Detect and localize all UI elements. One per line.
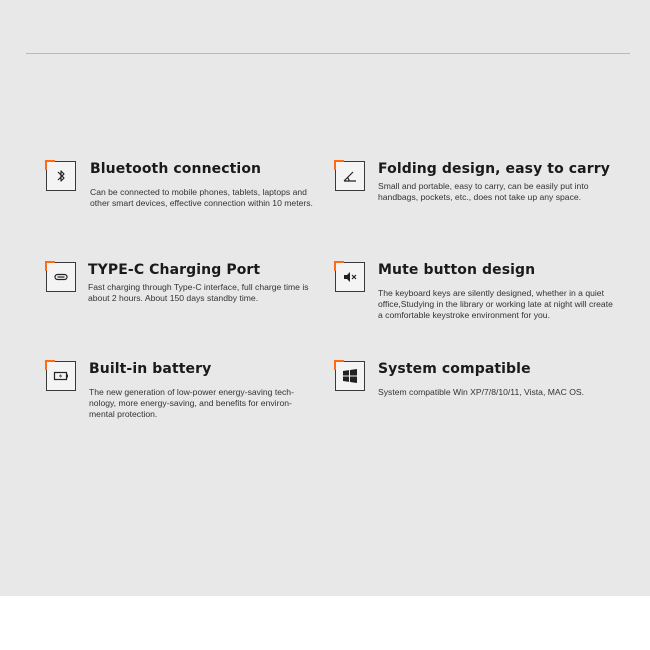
feature-system-compatible <box>335 361 625 411</box>
feature-description: The new generation of low-power energy-saving tech-nology, more energy-saving, and benefits for environ-mental protection. <box>89 387 294 419</box>
feature-battery <box>46 361 326 431</box>
feature-type-c <box>46 262 326 322</box>
feature-description: Can be connected to mobile phones, tablets, laptops and other smart devices, effective connection within 10 meters. <box>90 187 313 208</box>
feature-mute <box>335 262 625 332</box>
mute-icon <box>335 262 365 292</box>
bluetooth-icon <box>46 161 76 191</box>
top-divider <box>26 53 630 54</box>
type-c-port-icon <box>46 262 76 292</box>
feature-title: TYPE-C Charging Port <box>88 262 261 278</box>
feature-description: Fast charging through Type-C interface, full charge time is about 2 hours. About 150 days standby time. <box>88 282 309 303</box>
feature-description: The keyboard keys are silently designed, whether in a quiet office,Studying in the library or working late at night will create a comfortable keystroke environment for you. <box>378 288 613 320</box>
feature-title: Folding design, easy to carry <box>378 161 610 177</box>
windows-icon <box>335 361 365 391</box>
feature-bluetooth <box>46 161 326 231</box>
battery-icon <box>46 361 76 391</box>
feature-title: Bluetooth connection <box>90 161 262 177</box>
feature-description: Small and portable, easy to carry, can be easily put into handbags, pockets, etc., does not take up any space. <box>378 181 589 202</box>
feature-description: System compatible Win XP/7/8/10/11, Vista, MAC OS. <box>378 387 585 397</box>
feature-title: Built-in battery <box>89 361 212 377</box>
folding-icon <box>335 161 365 191</box>
feature-title: System compatible <box>378 361 531 377</box>
feature-title: Mute button design <box>378 262 536 278</box>
feature-folding <box>335 161 625 231</box>
